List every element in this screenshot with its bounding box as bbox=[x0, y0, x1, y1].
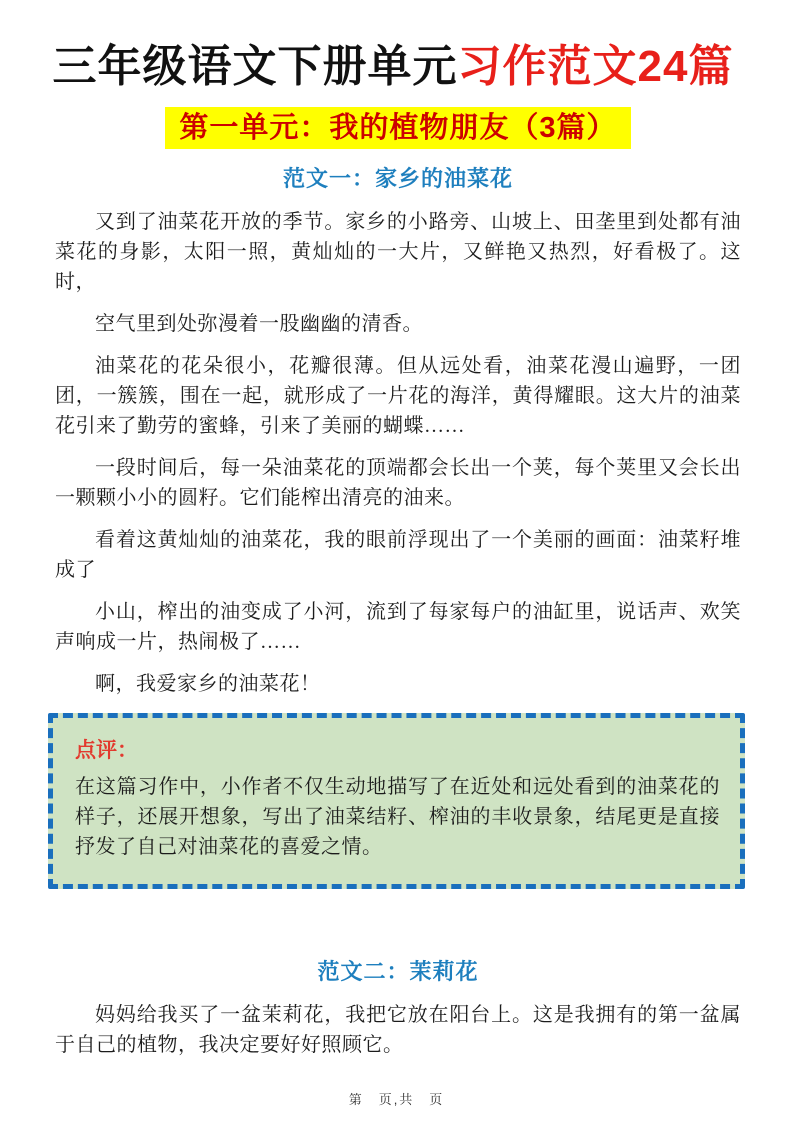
review-box bbox=[48, 713, 745, 889]
essay1-body bbox=[55, 207, 741, 699]
essay-paragraph: 看着这黄灿灿的油菜花，我的眼前浮现出了一个美丽的画面：油菜籽堆成了 bbox=[55, 528, 741, 581]
essay-paragraph: 又到了油菜花开放的季节。家乡的小路旁、山坡上、田垄里到处都有油菜花的身影，太阳一照，黄灿灿的一大片，又鲜艳又热烈，好看极了。这时， bbox=[55, 210, 741, 293]
essay-paragraph: 油菜花的花朵很小，花瓣很薄。但从远处看，油菜花漫山遍野，一团团，一簇簇，围在一起，就形成了一片花的海洋，黄得耀眼。这大片的油菜花引来了勤劳的蜜蜂，引来了美丽的蝴蝶…… bbox=[55, 354, 741, 437]
essay-paragraph: 小山，榨出的油变成了小河，流到了每家每户的油缸里，说话声、欢笑声响成一片，热闹极了…… bbox=[55, 600, 741, 653]
essay-paragraph: 妈妈给我买了一盆茉莉花，我把它放在阳台上。这是我拥有的第一盆属于自己的植物，我决定要好好照顾它。 bbox=[55, 1003, 741, 1056]
review-label: 点评： bbox=[75, 738, 138, 762]
unit-banner-row bbox=[55, 107, 741, 149]
unit-banner: 第一单元：我的植物朋友（3篇） bbox=[165, 107, 630, 149]
spacer bbox=[55, 889, 741, 955]
page-title bbox=[45, 42, 741, 93]
essay2-heading: 范文二：茉莉花 bbox=[317, 958, 479, 984]
essay-paragraph: 空气里到处弥漫着一股幽幽的清香。 bbox=[95, 312, 423, 335]
page-title-red-part: 习作范文24篇 bbox=[457, 42, 734, 91]
essay-paragraph: 一段时间后，每一朵油菜花的顶端都会长出一个荚，每个荚里又会长出一颗颗小小的圆籽。它们能榨出清亮的油来。 bbox=[55, 456, 741, 509]
essay-paragraph: 啊，我爱家乡的油菜花！ bbox=[95, 672, 321, 695]
review-text: 在这篇习作中，小作者不仅生动地描写了在近处和远处看到的油菜花的样子，还展开想象，写出了油菜结籽、榨油的丰收景象，结尾更是直接抒发了自己对油菜花的喜爱之情。 bbox=[75, 775, 720, 858]
essay2-body bbox=[55, 1000, 741, 1060]
page-title-black-part: 三年级语文下册单元 bbox=[52, 42, 458, 91]
page-footer: 第 页,共 页 bbox=[348, 1092, 445, 1107]
essay1-heading: 范文一：家乡的油菜花 bbox=[282, 165, 513, 191]
